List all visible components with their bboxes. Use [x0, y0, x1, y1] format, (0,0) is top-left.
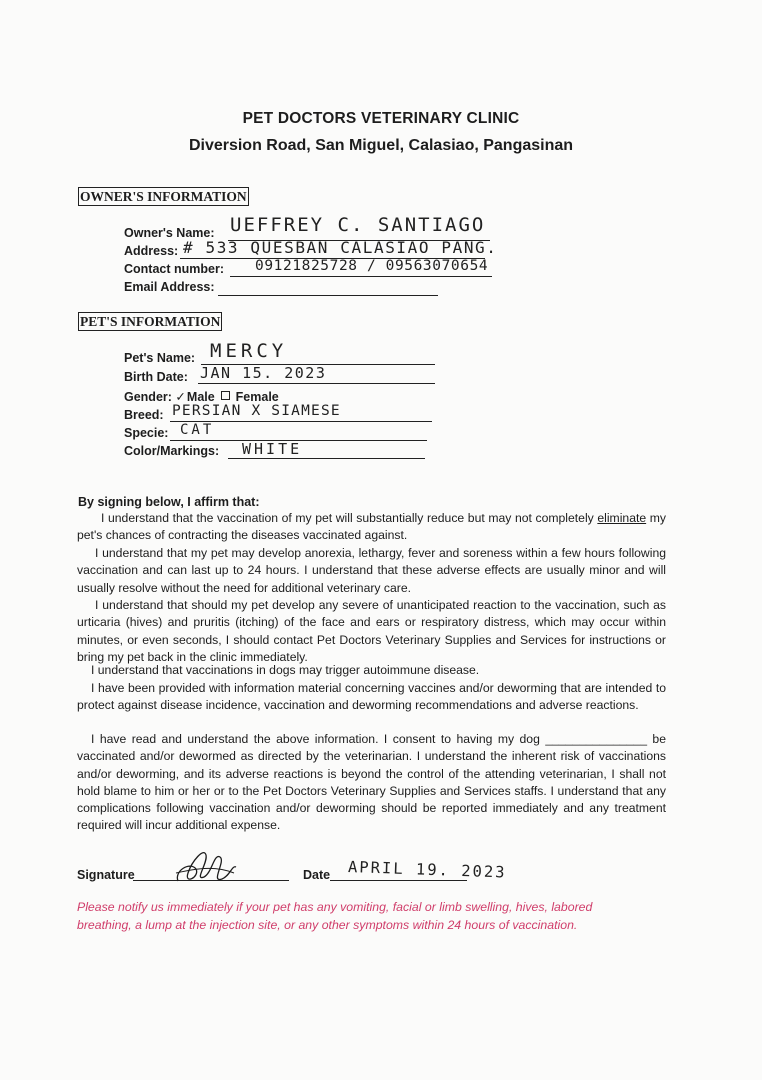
- affirmation-paragraph-6: [77, 731, 666, 835]
- affirmation-paragraph-1: [77, 510, 666, 545]
- p5-text: I have been provided with information material concerning vaccines and/or deworming that are intended to protect against disease incidence, vaccination and deworming recommendations and adverse reactions.: [77, 681, 666, 713]
- p6-text-b: be vaccinated and/or dewormed as directed by the veterinarian. I understand the inherent risk of vaccinations and/or deworming, and its adverse reactions is beyond the control of the attending veterinarian, I shall not hold blame to him or her or to the Pet Doctors Veterinary Supplies and Services staffs. I understand that any complications following vaccination and/or deworming should be reported immediately and any treatment required will incur additional expense.: [77, 732, 666, 833]
- color-line: [228, 458, 425, 459]
- signature-label: Signature: [77, 868, 135, 882]
- clinic-address: Diversion Road, San Miguel, Calasiao, Pangasinan: [188, 137, 574, 154]
- specie-value[interactable]: CAT: [180, 422, 215, 438]
- p1-text-b: my pet's chances of contracting the diseases vaccinated against.: [77, 511, 666, 543]
- affirmation-paragraph-5: [77, 680, 666, 715]
- email-line: [218, 295, 438, 296]
- owner-section-title: OWNER'S INFORMATION: [80, 189, 247, 204]
- contact-line: [230, 276, 492, 277]
- breed-label: Breed:: [124, 408, 164, 422]
- gender-row: [124, 389, 279, 404]
- gender-female-label: Female: [235, 390, 279, 404]
- birth-date-label: Birth Date:: [124, 370, 188, 384]
- affirmation-paragraph-4: [77, 662, 666, 679]
- female-checkbox[interactable]: [221, 391, 230, 400]
- birth-date-value[interactable]: JAN 15. 2023: [200, 364, 327, 382]
- p1-underlined-word: eliminate: [597, 511, 647, 525]
- owner-name-value[interactable]: UEFFREY C. SANTIAGO: [230, 214, 486, 236]
- dog-name-blank[interactable]: _______________: [545, 732, 647, 746]
- birth-date-line: [198, 383, 435, 384]
- pet-name-value[interactable]: MERCY: [210, 340, 288, 362]
- date-value[interactable]: APRIL 19. 2023: [347, 858, 507, 882]
- gender-label: Gender:: [124, 390, 172, 404]
- owner-address-value[interactable]: # 533 QUESBAN CALASIAO PANG.: [183, 238, 498, 257]
- contact-label: Contact number:: [124, 262, 224, 276]
- p3-text: I understand that should my pet develop any severe of unanticipated reaction to the vaccination, such as urticaria (hives) and pruritis (itching) of the face and ears or respiratory distress, which may occur within minutes, or even seconds, I should contact Pet Doctors Veterinary Supplies and Services for instructions or bring my pet back in the clinic immediately.: [77, 598, 666, 664]
- notice-text: Please notify us immediately if your pet has any vomiting, facial or limb swelling, hives, labored breathing, a lump at the injection site, or any other symptoms within 24 hours of vaccination.: [77, 900, 593, 932]
- specie-label: Specie:: [124, 426, 169, 440]
- pet-section-title: PET'S INFORMATION: [80, 314, 221, 329]
- male-checkbox[interactable]: ✓: [175, 389, 186, 404]
- contact-value[interactable]: 09121825728 / 09563070654: [255, 258, 489, 274]
- affirmation-paragraph-2: [77, 545, 666, 597]
- date-label: Date: [303, 868, 331, 882]
- color-value[interactable]: WHITE: [242, 440, 303, 458]
- p6-text-a: I have read and understand the above information. I consent to having my dog: [91, 732, 546, 746]
- email-label: Email Address:: [124, 280, 215, 294]
- affirmation-heading: By signing below, I affirm that:: [78, 495, 260, 509]
- date-line: [330, 880, 467, 881]
- gender-male-label: Male: [186, 390, 215, 404]
- p2-text: I understand that my pet may develop anorexia, lethargy, fever and soreness within a few hours following vaccination and can last up to 24 hours. I understand that these adverse effects are usually minor and will usually resolve without the need for additional veterinary care.: [77, 546, 666, 595]
- color-label: Color/Markings:: [124, 444, 220, 458]
- p1-text-a: I understand that the vaccination of my pet will substantially reduce but may not completely: [101, 511, 598, 525]
- signature-scribble[interactable]: [170, 843, 240, 891]
- clinic-name: PET DOCTORS VETERINARY CLINIC: [242, 110, 520, 127]
- p4-text: I understand that vaccinations in dogs may trigger autoimmune disease.: [91, 663, 480, 677]
- owner-address-label: Address:: [124, 244, 179, 258]
- breed-value[interactable]: PERSIAN X SIAMESE: [172, 403, 341, 419]
- pet-name-label: Pet's Name:: [124, 351, 196, 365]
- owner-name-label: Owner's Name:: [124, 226, 215, 240]
- affirmation-paragraph-3: [77, 597, 666, 666]
